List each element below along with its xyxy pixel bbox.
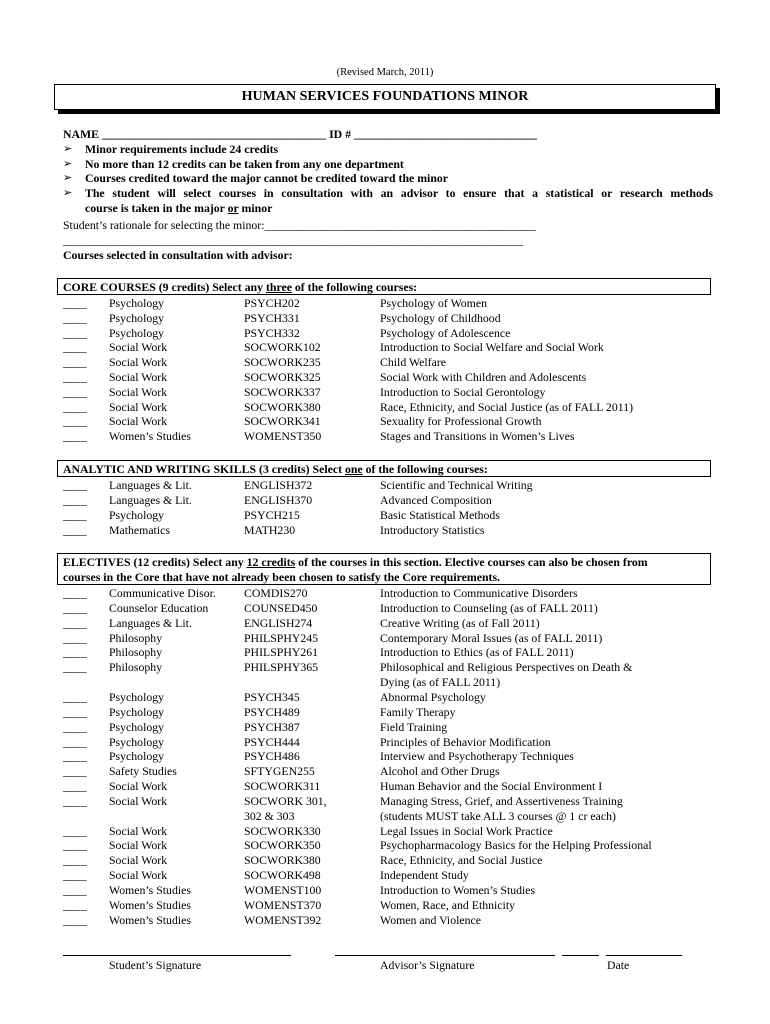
course-department: Languages & Lit. [109,492,192,507]
course-title: Human Behavior and the Social Environment I [380,779,603,794]
course-code: PSYCH387 [244,719,300,734]
course-code: PSYCH489 [244,704,300,719]
course-row [0,705,770,720]
course-department: Social Work [109,793,168,808]
course-code: MATH230 [244,522,296,537]
course-department: Social Work [109,340,168,355]
course-title: Family Therapy [380,704,456,719]
course-row-continuation [0,675,770,690]
course-department: Languages & Lit. [109,478,192,492]
course-row [0,355,770,370]
course-checkbox-blank[interactable]: ____ [63,600,87,615]
electives-header: ELECTIVES (12 credits) Select any 12 credits of the courses in this section. Elective courses can also be chosen from courses in the Core that have not already been chosen to satisfy the Core requirements. [57,553,711,585]
course-title: Creative Writing (as of Fall 2011) [380,615,540,630]
course-row [0,370,770,385]
course-code: SOCWORK350 [244,838,321,853]
date-short-line[interactable] [562,955,599,956]
course-checkbox-blank[interactable]: ____ [63,384,87,399]
page-title: HUMAN SERVICES FOUNDATIONS MINOR [54,84,716,110]
course-checkbox-blank[interactable]: ____ [63,749,87,764]
course-checkbox-blank[interactable]: ____ [63,793,87,808]
course-department: Psychology [109,310,165,325]
course-row [0,794,770,809]
course-checkbox-blank[interactable]: ____ [63,912,87,927]
course-checkbox-blank[interactable]: ____ [63,779,87,794]
course-checkbox-blank[interactable]: ____ [63,660,87,675]
course-title: Principles of Behavior Modification [380,734,551,749]
course-title: Race, Ethnicity, and Social Justice [380,853,543,868]
course-title: Introduction to Social Gerontology [380,384,546,399]
course-department: Psychology [109,689,165,704]
course-title: Field Training [380,719,448,734]
course-department: Women’s Studies [109,897,191,912]
course-title: Introduction to Ethics (as of FALL 2011) [380,645,574,660]
course-department: Social Work [109,853,168,868]
course-checkbox-blank[interactable]: ____ [63,897,87,912]
course-checkbox-blank[interactable]: ____ [63,507,87,522]
course-code: WOMENST350 [244,429,322,444]
course-title: Introduction to Social Welfare and Social Work [380,340,604,355]
course-code: PSYCH331 [244,310,300,325]
advisor-signature-line[interactable] [335,955,555,956]
course-code: PHILSPHY245 [244,630,319,645]
course-title: Managing Stress, Grief, and Assertiveness Training [380,793,623,808]
course-title: Abnormal Psychology [380,689,486,704]
course-department: Social Work [109,355,168,370]
course-row [0,645,770,660]
course-title: Contemporary Moral Issues (as of FALL 2011) [380,630,603,645]
course-row [0,311,770,326]
course-code: SOCWORK 301, [244,793,327,808]
course-title: Basic Statistical Methods [380,507,500,522]
bullet-item: ➢ The student will select courses in consultation with an advisor to ensure that a statistical or research methods [63,186,713,201]
rationale-line-2[interactable]: ______________________________________________________________________________ [63,233,524,247]
bullet-item-continuation: course is taken in the major or minor [85,200,273,215]
course-code: SFTYGEN255 [244,764,315,779]
course-title: Psychopharmacology Basics for the Helping Professional [380,838,652,853]
course-department: Communicative Disor. [109,586,216,600]
course-code: SOCWORK325 [244,370,321,384]
course-row [0,493,770,508]
course-checkbox-blank[interactable]: ____ [63,615,87,630]
course-row [0,898,770,913]
course-checkbox-blank[interactable]: ____ [63,325,87,340]
student-signature-line[interactable] [63,955,291,956]
course-department: Safety Studies [109,764,177,779]
course-row [0,326,770,341]
bullet-item: ➢ Courses credited toward the major cannot be credited toward the minor [63,171,449,186]
course-checkbox-blank[interactable]: ____ [63,704,87,719]
course-checkbox-blank[interactable]: ____ [63,296,87,310]
course-code: PSYCH345 [244,689,300,704]
course-row [0,660,770,675]
course-code: SOCWORK380 [244,399,321,414]
course-title: Race, Ethnicity, and Social Justice (as of FALL 2011) [380,399,634,414]
course-checkbox-blank[interactable]: ____ [63,522,87,537]
course-row [0,631,770,646]
course-code: SOCWORK498 [244,868,321,883]
course-title: Stages and Transitions in Women’s Lives [380,429,575,444]
course-row [0,523,770,538]
course-title: Legal Issues in Social Work Practice [380,823,553,838]
name-id-line[interactable]: NAME ______________________________________ ID # _______________________________ [63,127,537,141]
course-checkbox-blank[interactable]: ____ [63,883,87,897]
course-department: Women’s Studies [109,883,191,897]
course-code: SOCWORK311 [244,779,321,794]
course-checkbox-blank[interactable]: ____ [63,478,87,492]
course-checkbox-blank[interactable]: ____ [63,414,87,429]
course-department: Psychology [109,719,165,734]
course-row [0,824,770,839]
course-row [0,749,770,764]
course-title: Alcohol and Other Drugs [380,764,500,779]
analytic-header: ANALYTIC AND WRITING SKILLS (3 credits) Select one of the following courses: [57,460,711,477]
course-checkbox-blank[interactable]: ____ [63,853,87,868]
course-row [0,385,770,400]
course-department: Psychology [109,507,165,522]
course-code: SOCWORK330 [244,823,321,838]
student-signature-label: Student’s Signature [109,958,202,972]
course-code: PSYCH444 [244,734,300,749]
course-row [0,720,770,735]
course-title: Social Work with Children and Adolescents [380,370,587,384]
course-title: Independent Study [380,868,469,883]
course-department: Psychology [109,325,165,340]
course-code: PSYCH332 [244,325,300,340]
course-code: PSYCH202 [244,296,300,310]
course-row [0,690,770,705]
course-department: Psychology [109,296,165,310]
course-row [0,296,770,311]
course-title: Introductory Statistics [380,522,485,537]
course-code: PHILSPHY261 [244,645,319,660]
course-row [0,764,770,779]
course-department: Social Work [109,868,168,883]
course-row [0,868,770,883]
course-code: SOCWORK341 [244,414,321,429]
course-code: SOCWORK102 [244,340,321,355]
course-row [0,913,770,928]
course-checkbox-blank[interactable]: ____ [63,838,87,853]
course-title: Scientific and Technical Writing [380,478,533,492]
course-row [0,601,770,616]
course-title: Introduction to Counseling (as of FALL 2011) [380,600,598,615]
course-title: Philosophical and Religious Perspectives on Death & [380,660,633,675]
course-department: Psychology [109,749,165,764]
bullet-item: ➢ Minor requirements include 24 credits [63,142,279,156]
course-code: COMDIS270 [244,586,308,600]
course-department: Mathematics [109,522,170,537]
course-checkbox-blank[interactable]: ____ [63,310,87,325]
course-title: Introduction to Communicative Disorders [380,586,578,600]
course-department: Social Work [109,370,168,384]
course-department: Counselor Education [109,600,209,615]
course-row [0,478,770,493]
course-department: Social Work [109,823,168,838]
course-code: PSYCH215 [244,507,300,522]
course-title: Interview and Psychotherapy Techniques [380,749,574,764]
course-department: Women’s Studies [109,429,191,444]
course-checkbox-blank[interactable]: ____ [63,370,87,384]
course-checkbox-blank[interactable]: ____ [63,429,87,444]
course-title: Child Welfare [380,355,446,370]
course-title: Introduction to Women’s Studies [380,883,536,897]
course-title: Psychology of Women [380,296,487,310]
course-code: WOMENST392 [244,912,322,927]
course-checkbox-blank[interactable]: ____ [63,764,87,779]
arrow-icon: ➢ [63,156,73,170]
course-row [0,616,770,631]
course-row [0,414,770,429]
course-code: SOCWORK235 [244,355,321,370]
course-row [0,735,770,750]
course-title: Sexuality for Professional Growth [380,414,542,429]
advisor-signature-label: Advisor’s Signature [380,958,475,972]
course-checkbox-blank[interactable]: ____ [63,719,87,734]
course-code: ENGLISH370 [244,492,313,507]
bullet-item: ➢ No more than 12 credits can be taken from any one department [63,156,404,171]
course-department: Psychology [109,734,165,749]
course-checkbox-blank[interactable]: ____ [63,823,87,838]
course-row-continuation [0,809,770,824]
course-checkbox-blank[interactable]: ____ [63,340,87,355]
course-code: PHILSPHY365 [244,660,319,675]
course-code: SOCWORK380 [244,853,321,868]
revision-note: (Revised March, 2011) [336,67,434,78]
course-title: Women, Race, and Ethnicity [380,897,516,912]
arrow-icon: ➢ [63,186,73,200]
consult-label: Courses selected in consultation with advisor: [63,248,293,262]
rationale-line[interactable]: Student’s rationale for selecting the minor:______________________________________________ [63,218,536,232]
requirements-list [63,142,713,216]
course-department: Philosophy [109,660,163,675]
course-row [0,779,770,794]
course-title: Psychology of Adolescence [380,325,511,340]
course-title-continued: (students MUST take ALL 3 courses @ 1 cr each) [380,808,616,823]
course-department: Philosophy [109,630,163,645]
course-department: Languages & Lit. [109,615,192,630]
course-row [0,883,770,898]
course-title: Psychology of Childhood [380,310,501,325]
course-checkbox-blank[interactable]: ____ [63,399,87,414]
course-title: Women and Violence [380,912,481,927]
course-code: COUNSED450 [244,600,318,615]
course-checkbox-blank[interactable]: ____ [63,586,87,600]
course-checkbox-blank[interactable]: ____ [63,868,87,883]
course-department: Social Work [109,399,168,414]
course-checkbox-blank[interactable]: ____ [63,734,87,749]
course-checkbox-blank[interactable]: ____ [63,492,87,507]
course-code: ENGLISH372 [244,478,313,492]
course-row [0,838,770,853]
course-code: ENGLISH274 [244,615,313,630]
course-department: Women’s Studies [109,912,191,927]
course-row [0,340,770,355]
course-code: SOCWORK337 [244,384,321,399]
course-department: Social Work [109,384,168,399]
course-row [0,400,770,415]
course-row [0,586,770,601]
course-code: PSYCH486 [244,749,300,764]
course-checkbox-blank[interactable]: ____ [63,630,87,645]
course-code: WOMENST100 [244,883,322,897]
course-row [0,429,770,444]
core-courses-header: CORE COURSES (9 credits) Select any three of the following courses: [57,278,711,295]
arrow-icon: ➢ [63,171,73,185]
course-row [0,853,770,868]
course-checkbox-blank[interactable]: ____ [63,645,87,660]
course-department: Social Work [109,414,168,429]
course-checkbox-blank[interactable]: ____ [63,355,87,370]
course-department: Psychology [109,704,165,719]
arrow-icon: ➢ [63,142,73,155]
course-title: Advanced Composition [380,492,492,507]
course-title-continued: Dying (as of FALL 2011) [380,675,501,690]
date-label: Date [607,958,630,972]
course-code: WOMENST370 [244,897,322,912]
course-code-continued: 302 & 303 [244,808,295,823]
course-department: Social Work [109,779,168,794]
date-line[interactable] [606,955,682,956]
course-department: Social Work [109,838,168,853]
course-department: Philosophy [109,645,163,660]
course-checkbox-blank[interactable]: ____ [63,689,87,704]
course-row [0,508,770,523]
